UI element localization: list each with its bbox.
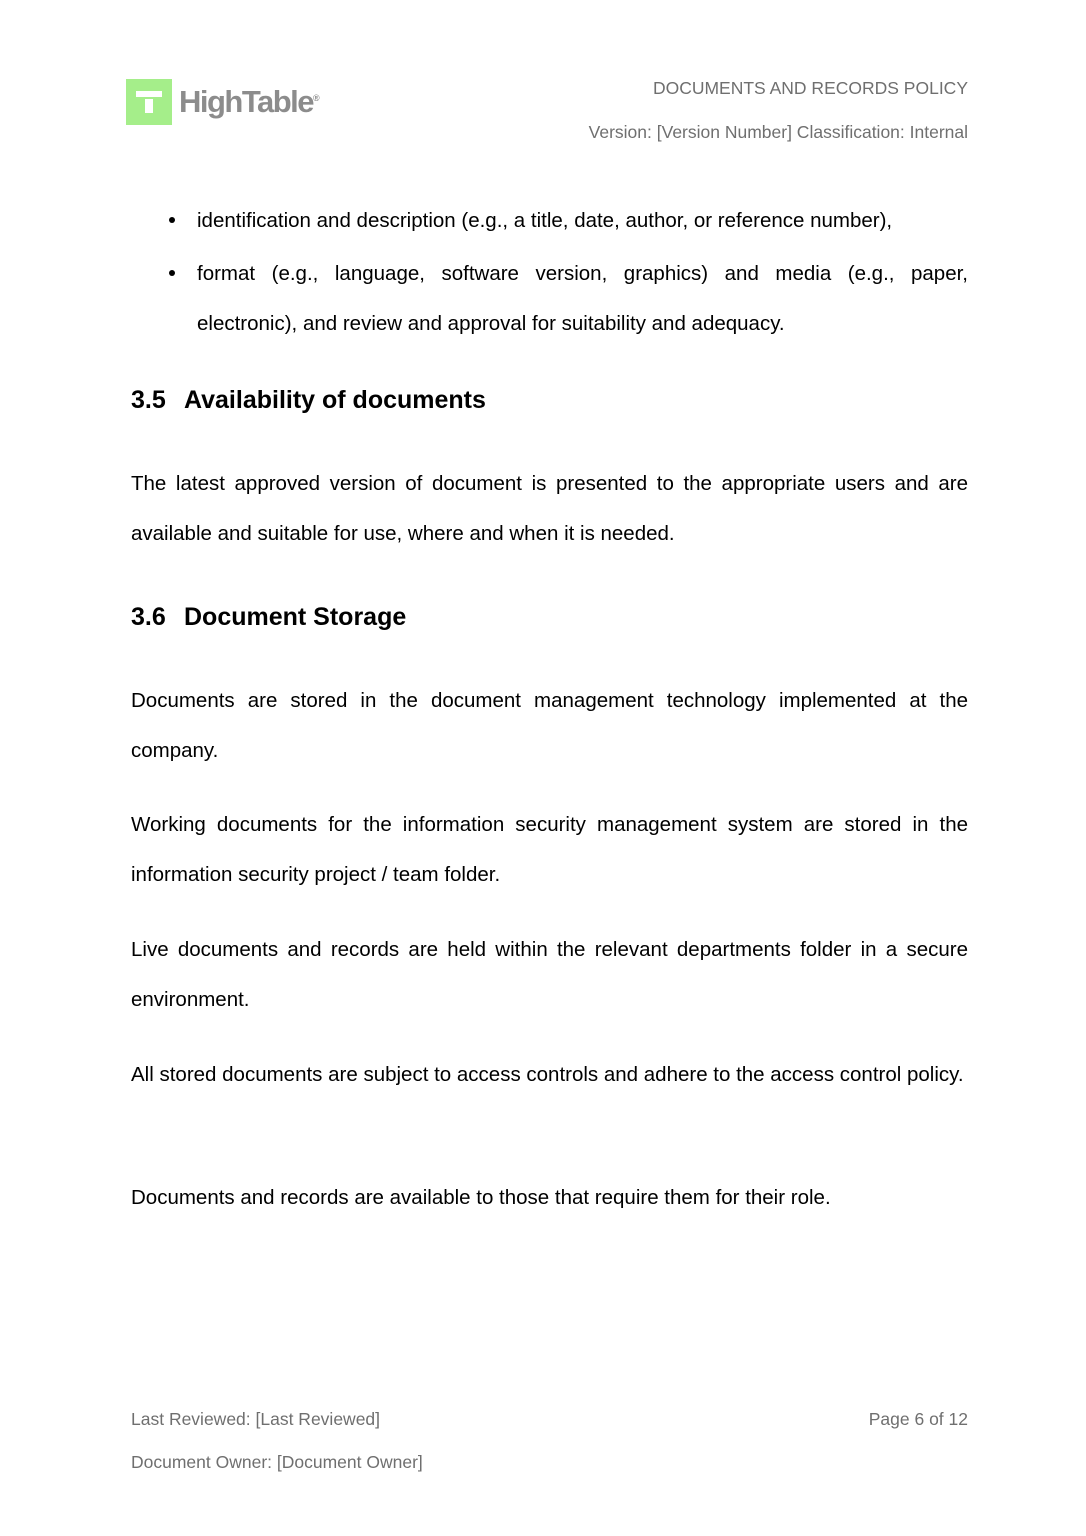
storage-paragraph: Working documents for the information security management system are stored in the information security project / team folder.	[131, 813, 968, 886]
logo-wordmark: HighTable®	[179, 84, 320, 119]
section-heading-3-6	[131, 603, 406, 632]
section-title: Document Storage	[184, 603, 407, 631]
storage-paragraph: Documents are stored in the document management technology implemented at the company.	[131, 689, 968, 762]
bullet-icon	[169, 270, 175, 276]
hightable-logo	[126, 79, 320, 125]
header-version-classification: Version: [Version Number] Classification: Internal	[588, 122, 968, 142]
section-heading-3-5	[131, 386, 486, 415]
storage-paragraph: Documents and records are available to those that require them for their role.	[131, 1186, 831, 1209]
hightable-logo-icon	[126, 79, 172, 125]
section-title: Availability of documents	[184, 386, 486, 414]
footer-last-reviewed: Last Reviewed: [Last Reviewed]	[131, 1409, 381, 1429]
section-number: 3.5	[131, 386, 166, 414]
footer-document-owner: Document Owner: [Document Owner]	[131, 1452, 423, 1472]
section-3-5-paragraph: The latest approved version of document is presented to the appropriate users and are available and suitable for use, where and when it is needed.	[131, 472, 968, 545]
list-item	[131, 249, 968, 349]
bullet-icon	[169, 217, 175, 223]
list-item	[131, 196, 968, 246]
bullet-list	[131, 196, 968, 352]
bullet-text: identification and description (e.g., a title, date, author, or reference number),	[197, 209, 893, 232]
section-number: 3.6	[131, 603, 166, 631]
storage-paragraph: All stored documents are subject to access controls and adhere to the access control policy.	[131, 1063, 964, 1086]
storage-paragraph: Live documents and records are held within the relevant departments folder in a secure environment.	[131, 938, 968, 1011]
header-document-title: DOCUMENTS AND RECORDS POLICY	[652, 78, 968, 98]
bullet-text: format (e.g., language, software version, graphics) and media (e.g., paper, electronic), and review and approval for suitability and adequacy.	[197, 262, 968, 335]
footer-page-number: Page 6 of 12	[868, 1409, 968, 1429]
